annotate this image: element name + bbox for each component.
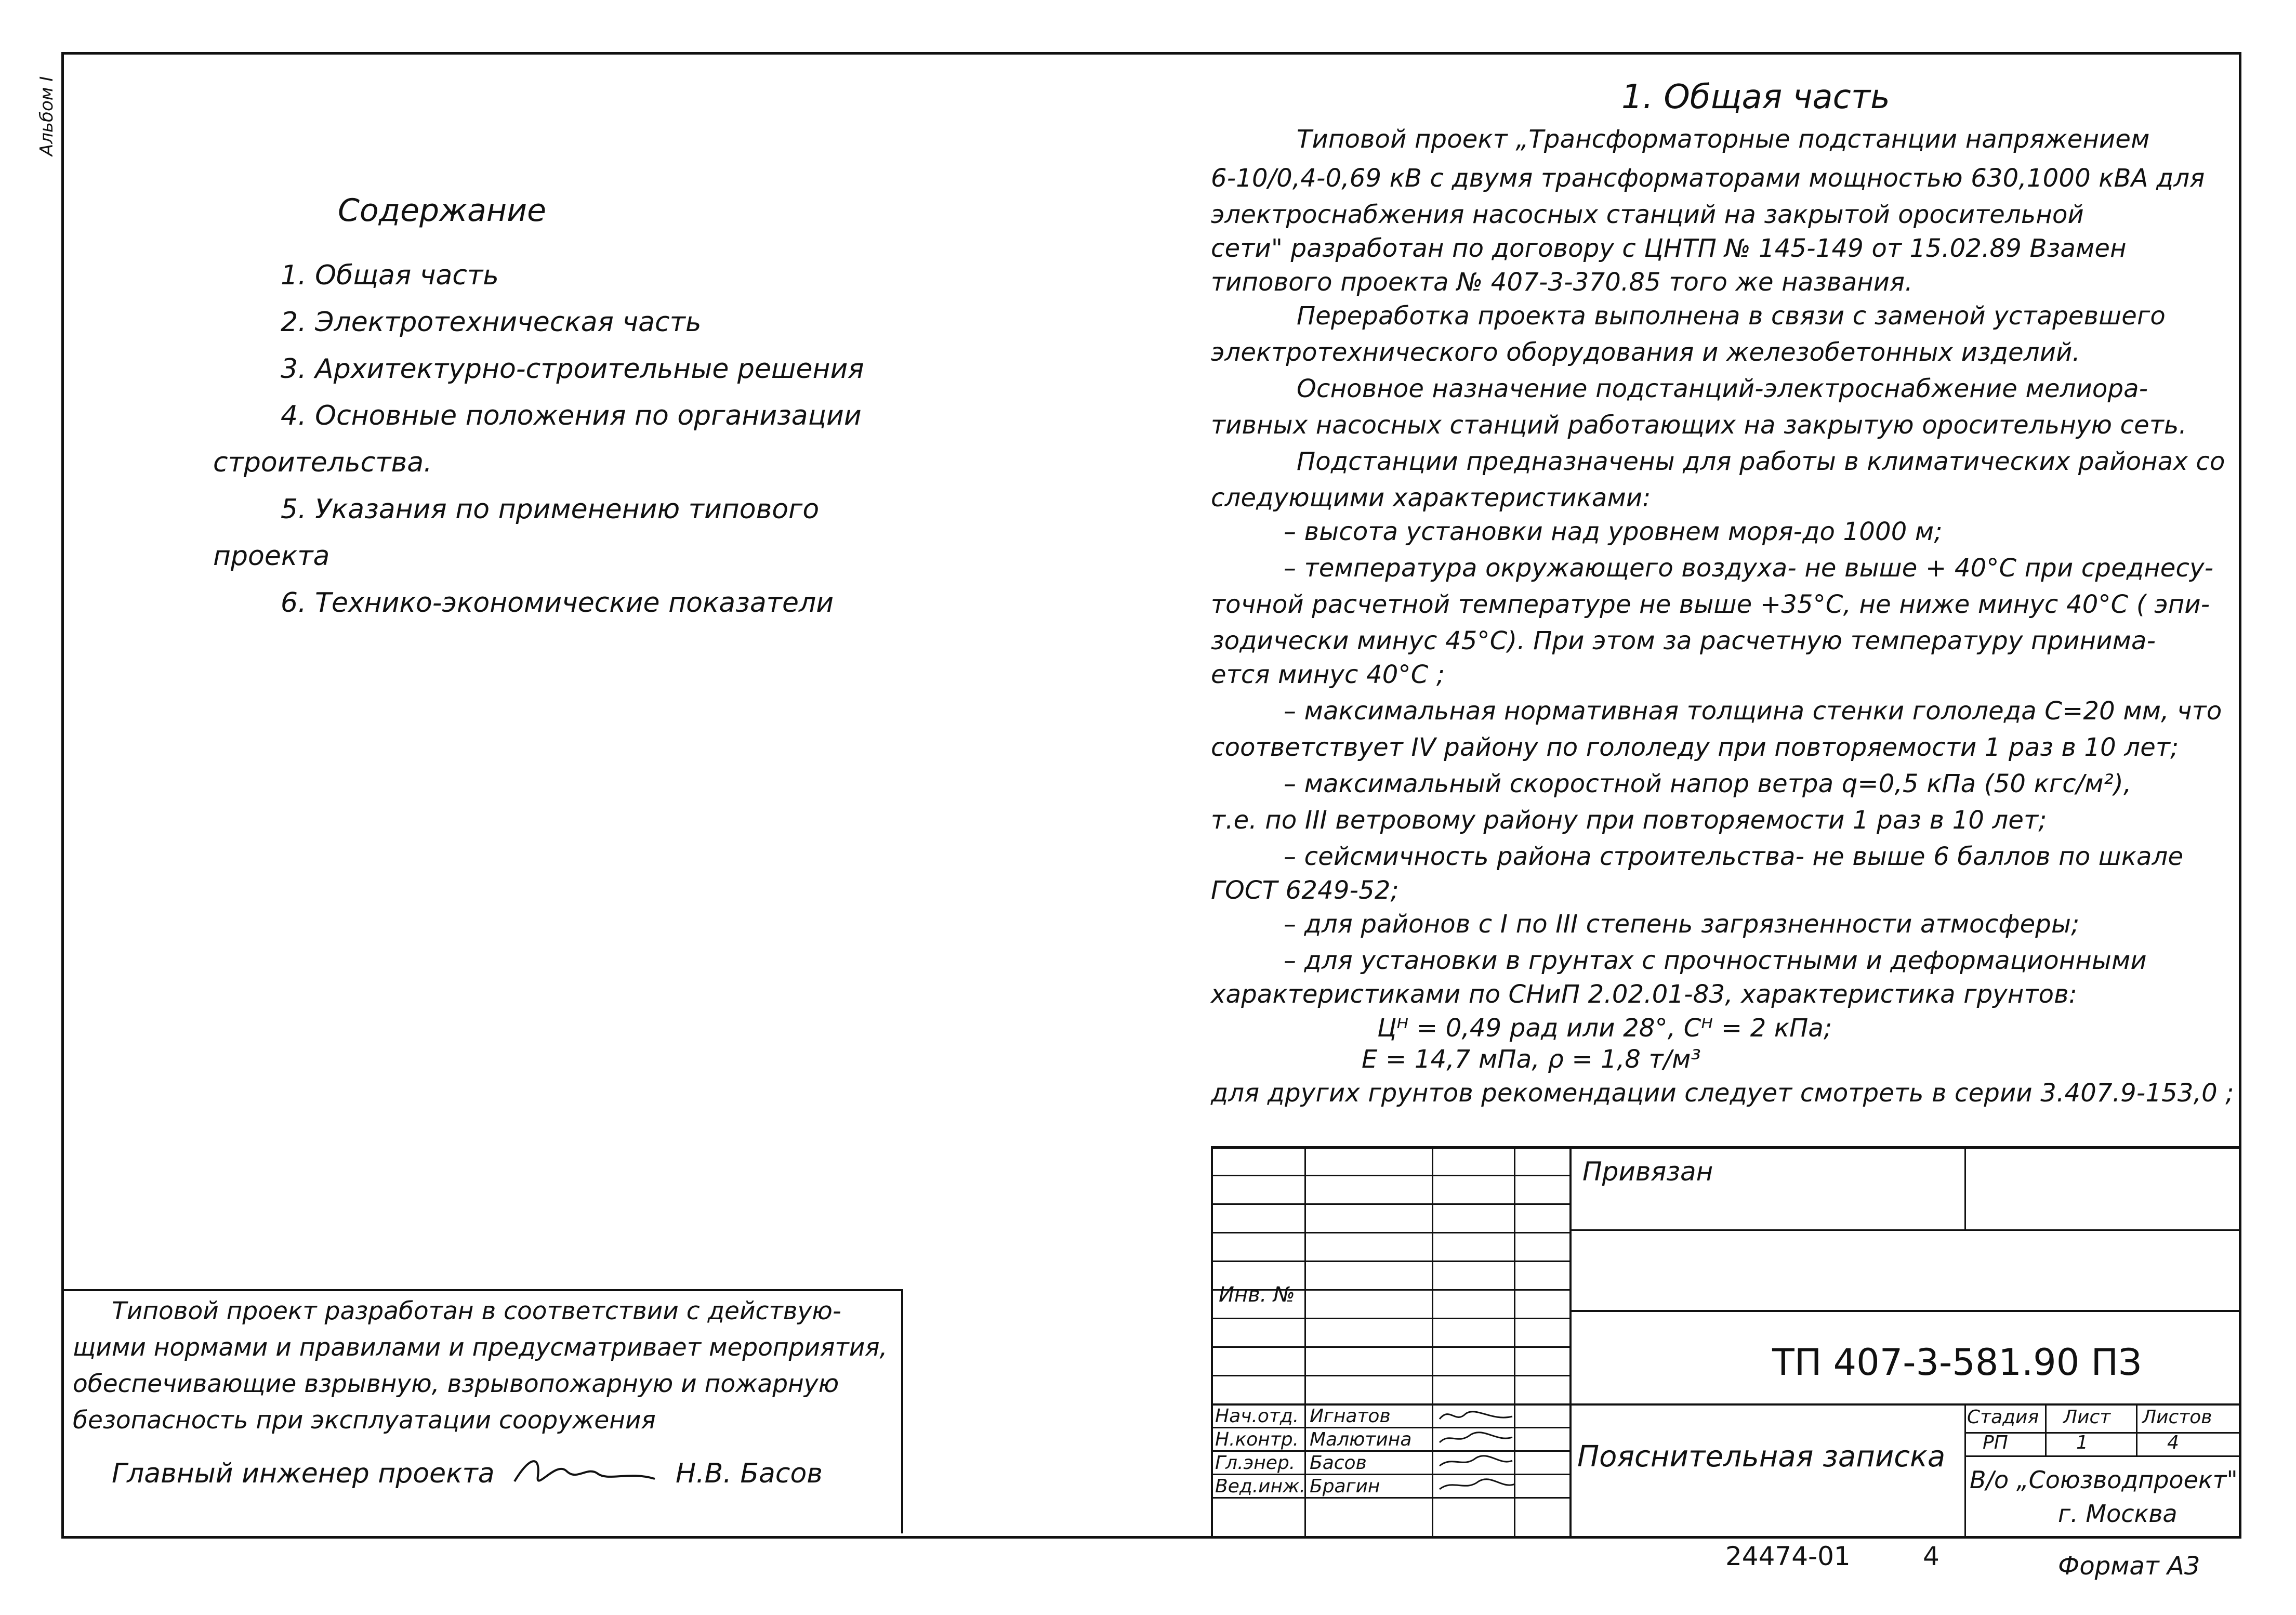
section-line: электротехнического оборудования и железобетонных изделий. [1211,338,2080,367]
section-line: – максимальная нормативная толщина стенки гололеда С=20 мм, что [1284,697,2222,726]
section-line: сети" разработан по договору с ЦНТП № 145-149 от 15.02.89 Взамен [1211,234,2127,263]
section-line: – высота установки над уровнем моря-до 1000 м; [1284,517,1943,546]
section-line: следующими характеристиками: [1211,483,1651,513]
tb-line [1432,1146,1433,1539]
doc-title: Пояснительная записка [1577,1440,1946,1474]
org-line1: В/о „Союзводпроект" [1970,1466,2238,1494]
section-line: ГОСТ 6249-52; [1211,876,1399,905]
signatures-mark [1434,1403,1518,1497]
inv-label: Инв. № [1219,1283,1295,1307]
tb-line [1211,1261,1569,1262]
tb-line [1211,1175,1569,1176]
compliance-note-line: Типовой проект разработан в соответствии с действую- [112,1297,841,1325]
doc-code: ТП 407-3-581.90 ПЗ [1772,1341,2142,1384]
section-line: т.е. по III ветровому району при повторяемости 1 раз в 10 лет; [1211,806,2047,835]
section-line: ется минус 40°С ; [1211,660,1445,689]
section-line: – максимальный скоростной напор ветра q=0,5 кПа (50 кгс/м²), [1284,769,2132,798]
section-line: для других грунтов рекомендации следует смотреть в серии 3.407.9-153,0 ; [1211,1079,2234,1108]
signature-role: Главный инженер проекта [112,1458,495,1489]
section-line: тивных насосных станций работающих на закрытую оросительную сеть. [1211,411,2187,440]
sheet-value: 1 [2076,1432,2088,1453]
signer-name: Игнатов [1310,1406,1391,1427]
section-line: Типовой проект „Трансформаторные подстанции напряжением [1297,125,2150,154]
section-line: 6-10/0,4-0,69 кВ с двумя трансформаторами мощностью 630,1000 кВА для [1211,164,2205,193]
sheets-value: 4 [2167,1432,2179,1453]
section-line: зодически минус 45°С). При этом за расчетную температуру принима- [1211,626,2156,655]
contents-title: Содержание [338,192,547,229]
tb-line [1569,1229,2241,1231]
stage-header: Стадия [1967,1407,2039,1428]
signer-role: Гл.энер. [1215,1452,1296,1474]
contents-item: 1. Общая часть [281,260,499,291]
tb-line [1211,1497,1569,1499]
tb-line [1964,1455,2241,1457]
page-number: 4 [1923,1541,1939,1571]
org-line2: г. Москва [2058,1500,2178,1528]
stage-value: РП [1983,1432,2008,1453]
section-line: – для районов с I по III степень загрязненности атмосферы; [1284,910,2080,939]
tb-line [1211,1232,1569,1233]
tb-line [1211,1375,1569,1376]
archive-number: 24474-01 [1725,1541,1851,1571]
signature-mark [509,1450,665,1497]
contents-item: 5. Указания по применению типового [281,494,820,525]
compliance-note-line: щими нормами и правилами и предусматривает мероприятия, [73,1333,888,1362]
tb-line [1211,1146,1213,1539]
tb-line [1211,1318,1569,1319]
contents-item: 3. Архитектурно-строительные решения [281,353,864,385]
contents-item: 6. Технико-экономические показатели [281,587,834,619]
section-line: – для установки в грунтах с прочностными и деформационными [1284,946,2147,975]
section-line: Подстанции предназначены для работы в климатических районах со [1297,447,2225,476]
tb-line [1211,1203,1569,1205]
tb-line [1569,1310,2241,1312]
section-line: Основное назначение подстанций-электроснабжение мелиора- [1297,374,2148,403]
tb-line [1964,1146,1966,1229]
signer-role: Нач.отд. [1215,1406,1299,1427]
tb-line [2045,1403,2047,1455]
section-line: точной расчетной температуре не выше +35°С, не ниже минус 40°С ( эпи- [1211,590,2210,619]
sheets-header: Листов [2142,1407,2212,1428]
sheet-label: Альбом I [36,76,57,156]
tb-line [1569,1146,1572,1539]
signer-name: Малютина [1310,1429,1412,1450]
section-line: – температура окружающего воздуха- не выше + 40°С при среднесу- [1284,554,2214,583]
contents-item: 4. Основные положения по организации [281,400,862,431]
section-line: Е = 14,7 мПа, ρ = 1,8 т/м³ [1362,1045,1701,1074]
signer-name: Басов [1310,1452,1367,1474]
section-line: электроснабжения насосных станций на закрытой оросительной [1211,200,2084,229]
signer-role: Вед.инж. [1215,1476,1305,1497]
section-line: Цᴴ = 0,49 рад или 28°, Сᴴ = 2 кПа; [1377,1014,1832,1043]
contents-item: 2. Электротехническая часть [281,307,702,338]
compliance-note-line: обеспечивающие взрывную, взрывопожарную и пожарную [73,1370,839,1398]
signature-name: Н.В. Басов [676,1458,823,1489]
contents-item: проекта [213,541,330,572]
bound-label: Привязан [1582,1157,1713,1187]
section-title: 1. Общая часть [1621,78,1890,116]
sheet-header: Лист [2063,1407,2111,1428]
section-line: – сейсмичность района строительства- не выше 6 баллов по шкале [1284,842,2184,871]
compliance-note-line: безопасность при эксплуатации сооружения [73,1406,656,1435]
format-label: Формат А3 [2058,1552,2200,1581]
tb-line [1211,1146,2241,1149]
section-line: Переработка проекта выполнена в связи с заменой устаревшего [1297,301,2166,331]
signer-role: Н.контр. [1215,1429,1299,1450]
section-line: характеристиками по СНиП 2.02.01-83, характеристика грунтов: [1211,980,2078,1009]
section-line: соответствует IV району по гололеду при повторяемости 1 раз в 10 лет; [1211,733,2179,762]
tb-line [2136,1403,2137,1455]
signer-name: Брагин [1310,1476,1380,1497]
section-line: типового проекта № 407-3-370.85 того же названия. [1211,268,1913,297]
contents-item: строительства. [213,447,432,478]
tb-line [1211,1346,1569,1348]
tb-line [1964,1403,1966,1539]
